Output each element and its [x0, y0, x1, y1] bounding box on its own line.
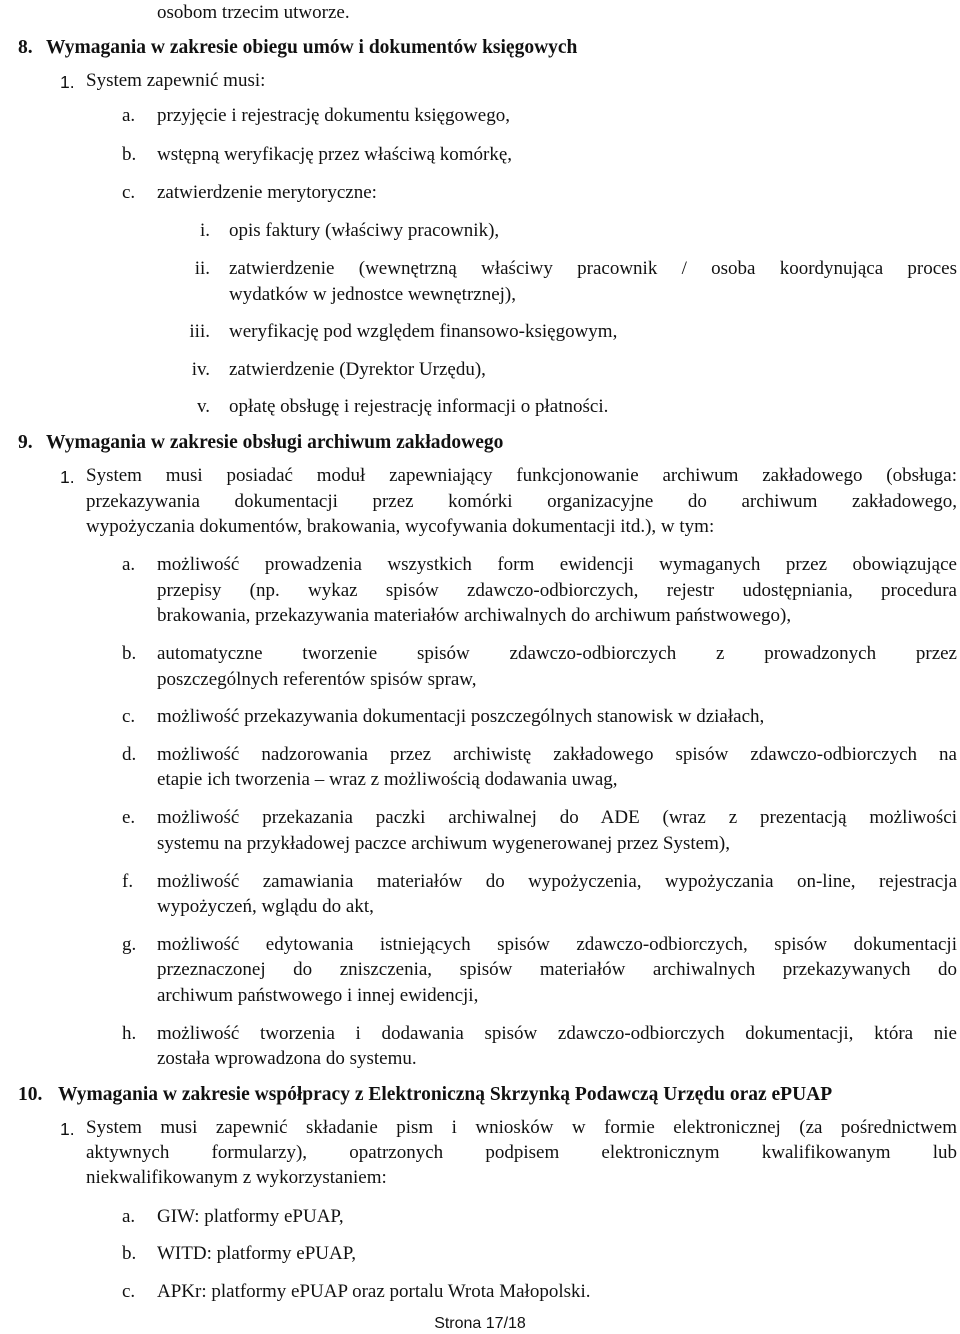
- section-10-p1-line3: niekwalifikowanym z wykorzystaniem:: [86, 1167, 387, 1188]
- s9-item-c-label: c.: [122, 706, 136, 727]
- s9-item-d-line1: możliwość nadzorowania przez archiwistę zakładowego spisów zdawczo-odbiorczych na: [157, 744, 957, 765]
- s9-item-f-line1: możliwość zamawiania materiałów do wypożyczenia, wypożyczania on-line, rejestracja: [157, 871, 957, 892]
- section-9-title: Wymagania w zakresie obsługi archiwum zakładowego: [46, 432, 504, 453]
- s8-sub-i-label: i.: [199, 220, 210, 241]
- section-10-p1-line1: System musi zapewnić składanie pism i wniosków w formie elektronicznej (za pośrednictwem: [86, 1117, 957, 1138]
- s8-item-a-label: a.: [122, 105, 136, 126]
- s9-item-f-label: f.: [122, 871, 134, 892]
- s8-sub-iii-label: iii.: [189, 321, 210, 342]
- s8-sub-ii-line2: wydatków w jednostce wewnętrznej),: [229, 284, 517, 305]
- s10-item-b-label: b.: [122, 1243, 137, 1264]
- s8-sub-ii-line1: zatwierdzenie (wewnętrzną właściwy pracownik / osoba koordynująca proces: [229, 258, 957, 279]
- s8-sub-iii-text: weryfikację pod względem finansowo-księgowym,: [229, 321, 618, 342]
- s8-sub-iv-text: zatwierdzenie (Dyrektor Urzędu),: [229, 359, 486, 380]
- s8-item-b-text: wstępną weryfikację przez właściwą komórkę,: [157, 144, 513, 165]
- s8-sub-v-label: v.: [196, 396, 210, 417]
- s10-item-b-text: WITD: platformy ePUAP,: [157, 1243, 356, 1264]
- s9-item-a-line2: przepisy (np. wykaz spisów zdawczo-odbiorczych, rejestr udostępniania, procedura: [157, 580, 957, 601]
- s9-item-a-line3: brakowania, przekazywania materiałów archiwalnych do archiwum państwowego),: [157, 605, 792, 626]
- section-8-title: Wymagania w zakresie obiegu umów i dokumentów księgowych: [46, 37, 578, 58]
- s9-item-a-line1: możliwość prowadzenia wszystkich form ewidencji wymaganych przez obowiązujące: [157, 554, 957, 575]
- section-9-p1-line3: wypożyczania dokumentów, brakowania, wycofywania dokumentacji itd.), w tym:: [86, 516, 715, 537]
- s8-item-b-label: b.: [122, 144, 137, 165]
- s9-item-e-label: e.: [122, 807, 136, 828]
- s9-item-g-line1: możliwość edytowania istniejących spisów zdawczo-odbiorczych, spisów dokumentacji: [157, 934, 957, 955]
- s9-item-c-line1: możliwość przekazywania dokumentacji poszczególnych stanowisk w działach,: [157, 706, 765, 727]
- page-number-footer: Strona 17/18: [434, 1315, 526, 1332]
- s10-item-c-label: c.: [122, 1281, 136, 1302]
- s8-sub-iv-label: iv.: [191, 359, 210, 380]
- s8-sub-v-text: opłatę obsługę i rejestrację informacji o płatności.: [229, 396, 609, 417]
- section-9-p1-line2: przekazywania dokumentacji przez komórki organizacyjne do archiwum zakładowego,: [86, 491, 957, 512]
- section-8-p1-number: 1.: [60, 72, 75, 92]
- s8-item-c-text: zatwierdzenie merytoryczne:: [157, 182, 377, 203]
- s9-item-h-line2: została wprowadzona do systemu.: [157, 1048, 417, 1069]
- s8-item-c-label: c.: [122, 182, 136, 203]
- s9-item-b-line1: automatyczne tworzenie spisów zdawczo-odbiorczych z prowadzonych przez: [157, 643, 957, 664]
- s9-item-e-line1: możliwość przekazania paczki archiwalnej do ADE (wraz z prezentacją możliwości: [157, 807, 957, 828]
- s8-sub-ii-label: ii.: [194, 258, 210, 279]
- s10-item-a-text: GIW: platformy ePUAP,: [157, 1206, 344, 1227]
- s9-item-d-line2: etapie ich tworzenia – wraz z możliwością dodawania uwag,: [157, 769, 618, 790]
- s9-item-h-line1: możliwość tworzenia i dodawania spisów zdawczo-odbiorczych dokumentacji, która nie: [157, 1023, 957, 1044]
- s9-item-g-label: g.: [122, 934, 137, 955]
- s10-item-c-text: APKr: platformy ePUAP oraz portalu Wrota Małopolski.: [157, 1281, 591, 1302]
- section-10-title: Wymagania w zakresie współpracy z Elektroniczną Skrzynką Podawczą Urzędu oraz ePUAP: [58, 1084, 833, 1105]
- section-10-p1-number: 1.: [60, 1119, 75, 1139]
- s9-item-b-label: b.: [122, 643, 137, 664]
- section-8-p1-text: System zapewnić musi:: [86, 70, 266, 91]
- s9-item-a-label: a.: [122, 554, 136, 575]
- s10-item-a-label: a.: [122, 1206, 136, 1227]
- s9-item-g-line3: archiwum państwowego i innej ewidencji,: [157, 985, 479, 1006]
- s9-item-e-line2: systemu na przykładowej paczce archiwum wygenerowanej przez System),: [157, 833, 730, 854]
- continuation-text: osobom trzecim utworze.: [157, 2, 350, 23]
- section-10-number: 10.: [18, 1084, 43, 1105]
- s8-item-a-text: przyjęcie i rejestrację dokumentu księgowego,: [157, 105, 510, 126]
- section-9-p1-number: 1.: [60, 467, 75, 487]
- s9-item-g-line2: przeznaczonej do zniszczenia, spisów materiałów archiwalnych przekazywanych do: [157, 959, 957, 980]
- s9-item-d-label: d.: [122, 744, 137, 765]
- s9-item-h-label: h.: [122, 1023, 137, 1044]
- s9-item-f-line2: wypożyczeń, wglądu do akt,: [157, 896, 374, 917]
- section-9-p1-line1: System musi posiadać moduł zapewniający funkcjonowanie archiwum zakładowego (obsługa:: [86, 465, 957, 486]
- s9-item-b-line2: poszczególnych referentów spisów spraw,: [157, 669, 477, 690]
- section-9-number: 9.: [18, 432, 33, 453]
- section-8-number: 8.: [18, 37, 33, 58]
- s8-sub-i-text: opis faktury (właściwy pracownik),: [229, 220, 500, 241]
- section-10-p1-line2: aktywnych formularzy), opatrzonych podpisem elektronicznym kwalifikowanym lub: [86, 1142, 957, 1163]
